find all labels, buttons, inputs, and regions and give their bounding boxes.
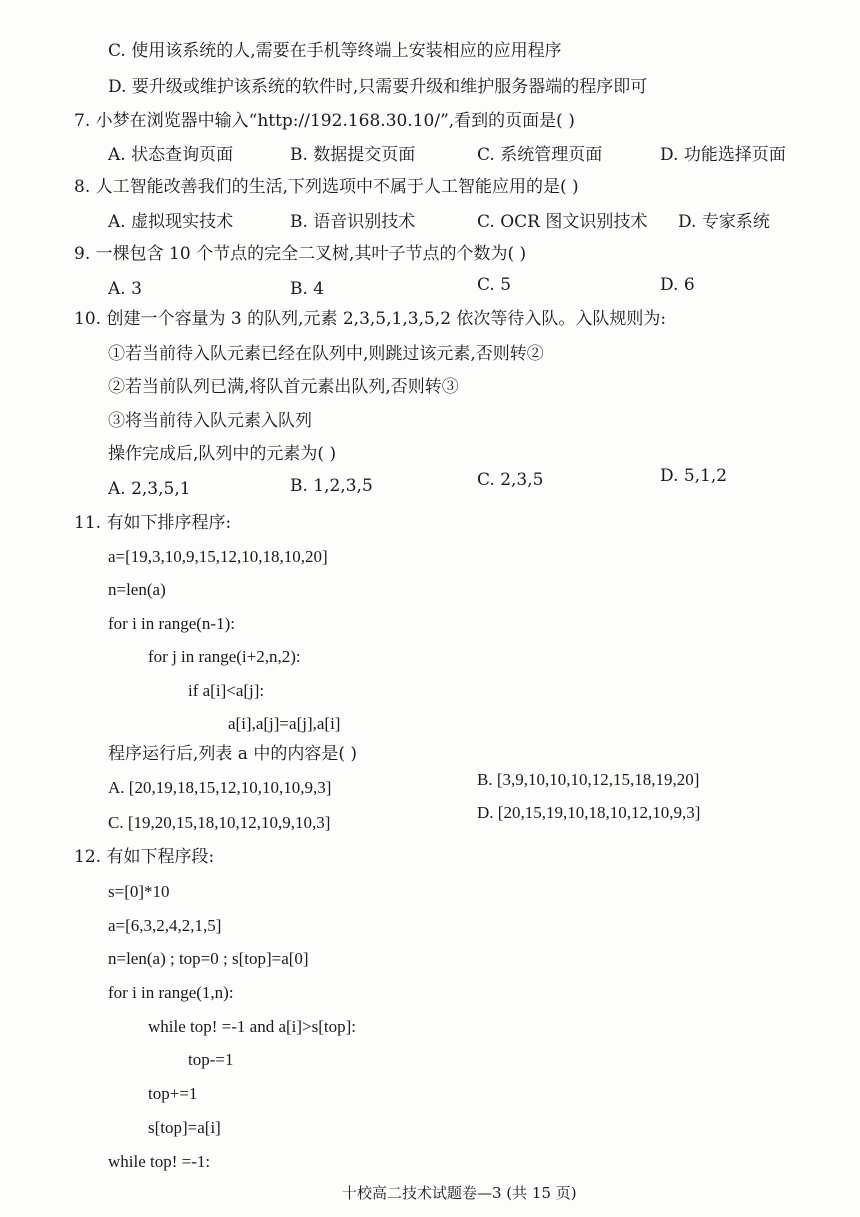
q9-option-a: A. 3: [108, 279, 142, 299]
q8-option-b: B. 语音识别技术: [290, 212, 416, 232]
q10-option-c: C. 2,3,5: [477, 470, 544, 490]
q11-code-line-3: for i in range(n-1):: [108, 614, 235, 633]
q10-option-b: B. 1,2,3,5: [290, 476, 373, 496]
q10-stem: 10. 创建一个容量为 3 的队列,元素 2,3,5,1,3,5,2 依次等待入队。入队规则为:: [74, 309, 667, 329]
q7-option-c: C. 系统管理页面: [477, 145, 603, 165]
q12-stem: 12. 有如下程序段:: [74, 847, 215, 867]
q11-ask: 程序运行后,列表 a 中的内容是( ): [108, 744, 358, 764]
page-footer: 十校高二技术试题卷—3 (共 15 页): [342, 1184, 577, 1202]
q12-code-line-4: for i in range(1,n):: [108, 983, 234, 1002]
q11-code-line-5: if a[i]<a[j]:: [188, 681, 265, 700]
q11-code-line-1: a=[19,3,10,9,15,12,10,18,10,20]: [108, 547, 328, 566]
q9-option-c: C. 5: [477, 275, 512, 295]
q11-code-line-6: a[i],a[j]=a[j],a[i]: [228, 714, 341, 733]
q12-code-line-2: a=[6,3,2,4,2,1,5]: [108, 916, 222, 935]
q12-code-line-5: while top! =-1 and a[i]>s[top]:: [148, 1017, 357, 1036]
q8-option-a: A. 虚拟现实技术: [108, 212, 234, 232]
q11-code-line-4: for j in range(i+2,n,2):: [148, 647, 301, 666]
q10-ask: 操作完成后,队列中的元素为( ): [108, 444, 337, 464]
q8-option-d: D. 专家系统: [678, 212, 770, 232]
q12-code-line-7: top+=1: [148, 1084, 198, 1103]
q11-code-line-2: n=len(a): [108, 580, 166, 599]
q11-option-b: B. [3,9,10,10,10,12,15,18,19,20]: [477, 770, 700, 789]
q9-option-d: D. 6: [660, 275, 695, 295]
q6-option-c: C. 使用该系统的人,需要在手机等终端上安装相应的应用程序: [108, 41, 562, 61]
q6-option-d: D. 要升级或维护该系统的软件时,只需要升级和维护服务器端的程序即可: [108, 77, 648, 97]
q11-option-a: A. [20,19,18,15,12,10,10,10,9,3]: [108, 778, 332, 797]
q12-code-line-1: s=[0]*10: [108, 882, 170, 901]
q10-rule-1: ①若当前待入队元素已经在队列中,则跳过该元素,否则转②: [108, 344, 544, 364]
q10-option-a: A. 2,3,5,1: [108, 479, 191, 499]
q12-code-line-8: s[top]=a[i]: [148, 1118, 221, 1137]
q11-option-d: D. [20,15,19,10,18,10,12,10,9,3]: [477, 803, 701, 822]
q11-stem: 11. 有如下排序程序:: [74, 513, 232, 533]
q7-stem: 7. 小梦在浏览器中输入“http://192.168.30.10/”,看到的页面是( ): [74, 111, 575, 131]
q7-option-b: B. 数据提交页面: [290, 145, 416, 165]
q12-code-line-9: while top! =-1:: [108, 1152, 211, 1171]
q9-stem: 9. 一棵包含 10 个节点的完全二叉树,其叶子节点的个数为( ): [74, 244, 527, 264]
q11-option-c: C. [19,20,15,18,10,12,10,9,10,3]: [108, 813, 331, 832]
q7-option-d: D. 功能选择页面: [660, 145, 786, 165]
q8-stem: 8. 人工智能改善我们的生活,下列选项中不属于人工智能应用的是( ): [74, 177, 579, 197]
q10-option-d: D. 5,1,2: [660, 466, 728, 486]
q12-code-line-3: n=len(a) ; top=0 ; s[top]=a[0]: [108, 949, 309, 968]
q10-rule-2: ②若当前队列已满,将队首元素出队列,否则转③: [108, 377, 459, 397]
q12-code-line-6: top-=1: [188, 1050, 234, 1069]
q7-option-a: A. 状态查询页面: [108, 145, 234, 165]
q10-rule-3: ③将当前待入队元素入队列: [108, 411, 312, 431]
q9-option-b: B. 4: [290, 279, 325, 299]
q8-option-c: C. OCR 图文识别技术: [477, 212, 648, 232]
